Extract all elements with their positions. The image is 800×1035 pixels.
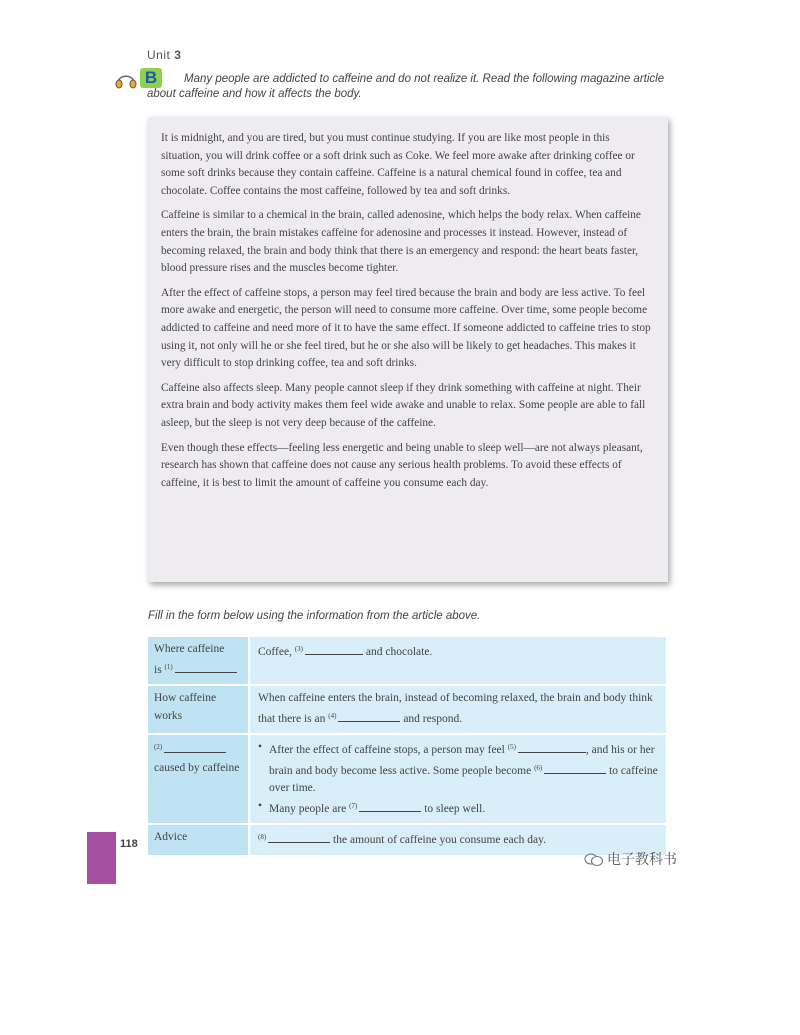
page-number: 118	[120, 838, 138, 850]
article-paragraph: Caffeine is similar to a chemical in the brain, called adenosine, which helps the body relax. When caffeine enters the brain, the brain mistakes caffeine for adenosine and processes it instead. However, instead of becoming relaxed, the brain and body think that there is an emergency and respond: the heart beats faster, blood pressure rises and the muscles become tighter.	[161, 209, 641, 275]
watermark: 电子教科书	[584, 849, 677, 869]
article-paragraph: It is midnight, and you are tired, but you must continue studying. If you are like most people in this situation, you will drink coffee or a soft drink such as Coke. We feel more awake after drinking coffee or some soft drinks because they contain caffeine. Caffeine is a natural chemical found in coffee, tea and chocolate. Coffee contains the most caffeine, followed by tea and soft drinks.	[161, 132, 635, 197]
article-paragraph: Caffeine also affects sleep. Many people cannot sleep if they drink something with caffeine at night. Their extra brain and body activity makes them feel wide awake and unable to relax. Some people are able to fall asleep, but the sleep is not very deep because of the caffeine.	[161, 381, 646, 429]
answer-blank-5[interactable]	[518, 740, 586, 753]
magazine-article	[148, 117, 668, 582]
form-label: Advice	[148, 824, 249, 855]
form-row	[148, 734, 666, 824]
section-badge: B	[140, 68, 162, 88]
chat-bubble-icon	[584, 853, 604, 867]
form-value: When caffeine enters the brain, instead of becoming relaxed, the brain and body think that there is an $^{(4)}$ and respond.	[249, 685, 666, 734]
fill-in-form	[148, 637, 666, 855]
headphones-icon	[114, 68, 138, 92]
form-label: Where caffeine is $^{(1)}$	[148, 637, 249, 685]
answer-blank-1[interactable]	[175, 660, 237, 673]
page-color-tab	[87, 832, 116, 884]
answer-blank-6[interactable]	[544, 761, 606, 774]
form-instruction: Fill in the form below using the information from the article above.	[148, 610, 481, 622]
form-row	[148, 637, 666, 685]
answer-blank-7[interactable]	[359, 799, 421, 812]
answer-blank-3[interactable]	[305, 642, 363, 655]
answer-blank-4[interactable]	[338, 709, 400, 722]
answer-blank-8[interactable]	[268, 830, 330, 843]
form-row	[148, 685, 666, 734]
form-value: $^{(8)}$ the amount of caffeine you consume each day.	[249, 824, 666, 855]
bullet-item: • After the effect of caffeine stops, a person may feel $^{(5)}$ , and his or her brain and body become less active. Some people become $^{(6)}$ to caffeine over time.	[269, 739, 660, 798]
unit-label: Unit 3	[147, 48, 182, 62]
answer-blank-2[interactable]	[164, 740, 226, 753]
bullet-item: • Many people are $^{(7)}$ to sleep well.	[269, 798, 660, 819]
activity-instructions: Many people are addicted to caffeine and do not realize it. Read the following magazine article about caffeine and how it affects the body.	[147, 73, 665, 100]
form-label: $^{(2)}$ caused by caffeine	[148, 734, 249, 824]
unit-number: 3	[174, 48, 182, 62]
form-value: Coffee, $^{(3)}$ and chocolate.	[249, 637, 666, 685]
form-label: How caffeine works	[148, 685, 249, 734]
form-value	[249, 734, 666, 824]
article-paragraph: Even though these effects—feeling less energetic and being unable to sleep well—are not always pleasant, research has shown that caffeine does not cause any serious health problems. To avoid these effects of caffeine, it is best to limit the amount of caffeine you consume each day.	[161, 441, 643, 489]
article-paragraph: After the effect of caffeine stops, a person may feel tired because the brain and body are less active. To feel more awake and energetic, the person will need to consume more caffeine. Over time, some people become addicted to caffeine and need more of it to have the same effect. If someone addicted to caffeine tries to stop using it, not only will he or she feel tired, but he or she also will be likely to get headaches. This makes it very difficult to stop drinking coffee, tea and soft drinks.	[161, 286, 651, 370]
